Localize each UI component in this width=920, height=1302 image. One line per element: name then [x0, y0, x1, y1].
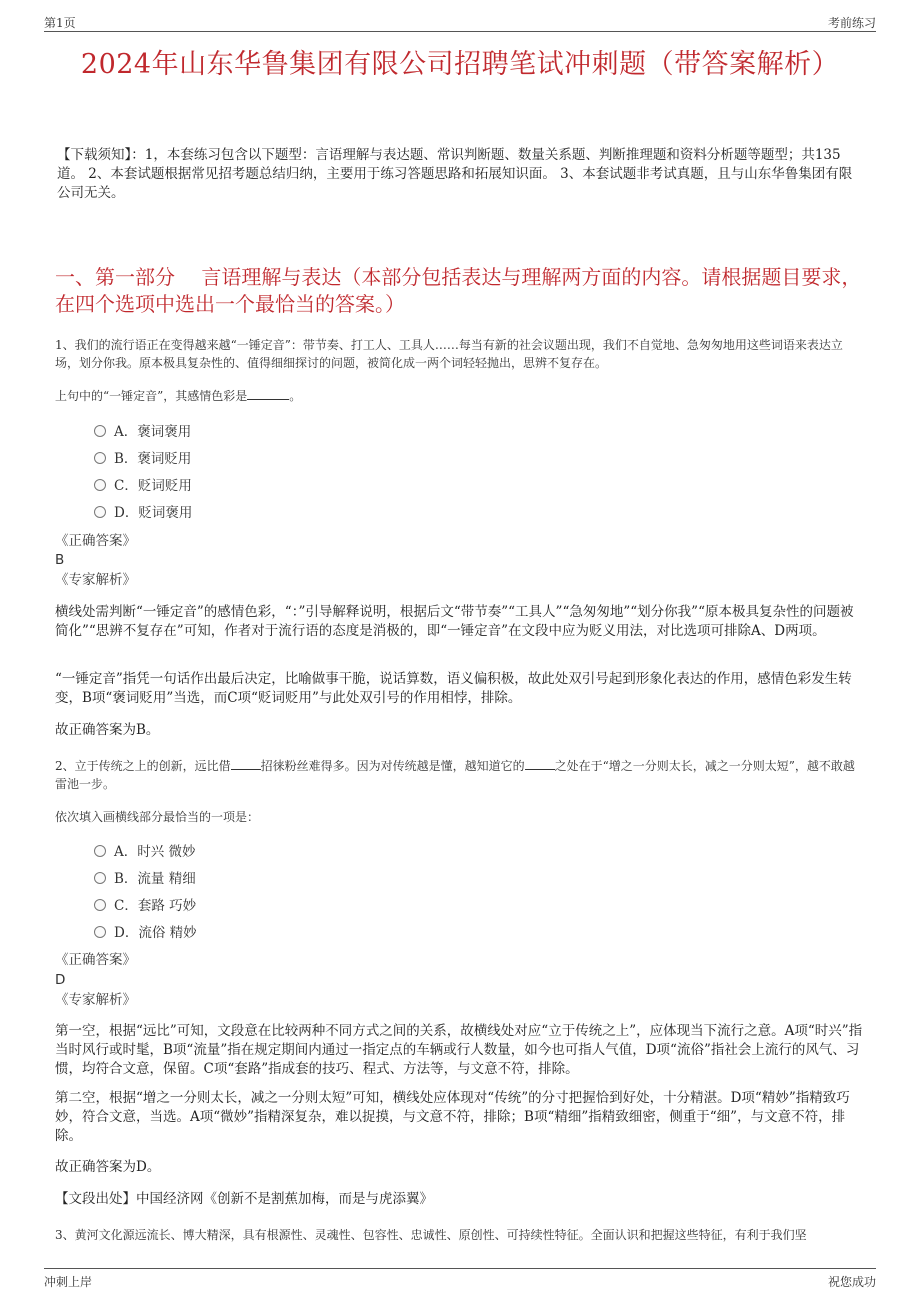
radio-icon[interactable] [94, 506, 106, 518]
option-label: D．流俗 精妙 [114, 925, 197, 941]
document-title: 2024年山东华鲁集团有限公司招聘笔试冲刺题（带答案解析） [80, 49, 840, 80]
download-notice: 【下载须知】：1，本套练习包含以下题型：言语理解与表达题、常识判断题、数量关系题、判断推理题和资料分析题等题型；共135道。 2、本套试题根据常见招考题总结归纳，主要用于练习答题思路和拓展知识面。 3、本套试题非考试真题，且与山东华鲁集团有限公司无关。 [57, 147, 853, 201]
question-2-answer-label: 《正确答案》 [55, 952, 136, 968]
question-2-stem-c: 之处在于“增之一分则太长，减之一分则太短”，越不敢越雷池一步。 [55, 759, 855, 791]
question-2-source: 【文段出处】中国经济网《创新不是割蕉加梅，而是与虎添翼》 [55, 1191, 433, 1207]
page-footer [44, 1268, 876, 1290]
question-2-stem-a: 2、立于传统之上的创新，远比借 [55, 759, 231, 773]
question-2-analysis-1: 第一空，根据“远比”可知，文段意在比较两种不同方式之间的关系，故横线处对应“立于传统之上”，应体现当下流行之意。A项“时兴”指当时风行或时髦，B项“流量”指在规定期间内通过一指定点的车辆或行人数量，如今也可指人气值，D项“流俗”指社会上流行的风气、习惯，均符合文意，保留。C项“套路”指成套的技巧、程式、方法等，与文意不符，排除。 [55, 1023, 863, 1077]
radio-icon[interactable] [94, 425, 106, 437]
question-1-stem: 1、我们的流行语正在变得越来越“一锤定音”：带节奏、打工人、工具人……每当有新的社会议题出现，我们不自觉地、急匆匆地用这些词语来表达立场，划分你我。原本极具复杂性的、值得细细探讨的问题，被简化成一两个词轻轻抛出，思辨不复存在。 [55, 338, 843, 370]
question-1-ask [55, 387, 862, 405]
radio-icon[interactable] [94, 899, 106, 911]
option-label: C．贬词贬用 [114, 478, 192, 494]
radio-icon[interactable] [94, 926, 106, 938]
question-2-option-b[interactable] [94, 870, 196, 888]
question-1-option-c[interactable] [94, 477, 192, 495]
question-1-ask-end: 。 [289, 389, 302, 403]
question-2-answer: D [55, 972, 66, 988]
answer-blank [247, 388, 289, 400]
option-label: D．贬词褒用 [114, 505, 193, 521]
page-number: 第1页 [44, 16, 76, 30]
question-2-stem [55, 757, 862, 793]
header-tag: 考前练习 [827, 16, 876, 30]
footer-right: 祝您成功 [827, 1275, 876, 1289]
answer-blank [525, 758, 555, 770]
question-1-analysis-label: 《专家解析》 [55, 572, 136, 588]
question-1-answer: B [55, 552, 65, 568]
question-1-ask-text: 上句中的“一锤定音”，其感情色彩是 [55, 389, 248, 403]
question-2-option-d[interactable] [94, 924, 197, 942]
option-label: B．褒词贬用 [114, 451, 192, 467]
question-1-analysis-1: 横线处需判断“一锤定音”的感情色彩，“：”引导解释说明，根据后文“带节奏”“工具人”“急匆匆地”“划分你我”“原本极具复杂性的问题被简化”“思辨不复存在”可知，作者对于流行语的态度是消极的，即“一锤定音”在文段中应为贬义用法，对比选项可排除A、D两项。 [55, 604, 854, 639]
option-label: C．套路 巧妙 [114, 898, 197, 914]
question-1-option-d[interactable] [94, 504, 192, 522]
question-2-option-c[interactable] [94, 897, 196, 915]
question-2-analysis-label: 《专家解析》 [55, 992, 136, 1008]
question-1-analysis-2: “一锤定音”指凭一句话作出最后决定，比喻做事干脆，说话算数，语义偏积极，故此处双引号起到形象化表达的作用，感情色彩发生转变，B项“褒词贬用”当选，而C项“贬词贬用”与此处双引号的作用相悖，排除。 [55, 671, 852, 706]
question-2-analysis-2: 第二空，根据“增之一分则太长，减之一分则太短”可知，横线处应体现对“传统”的分寸把握恰到好处，十分精湛。D项“精妙”指精致巧妙，符合文意，当选。A项“微妙”指精深复杂，难以捉摸，与文意不符，排除；B项“精细”指精致细密，侧重于“细”，与文意不符，排除。 [55, 1090, 850, 1144]
option-label: A．时兴 微妙 [114, 844, 196, 860]
question-2-stem-b: 招徕粉丝难得多。因为对传统越是懂，越知道它的 [260, 759, 525, 773]
question-2-analysis-3: 故正确答案为D。 [55, 1159, 161, 1175]
question-1-answer-label: 《正确答案》 [55, 533, 136, 549]
question-2-option-a[interactable] [94, 843, 196, 861]
question-2-ask: 依次填入画横线部分最恰当的一项是： [55, 810, 260, 824]
footer-left: 冲刺上岸 [44, 1275, 93, 1289]
question-3-stem: 3、黄河文化源远流长、博大精深，具有根源性、灵魂性、包容性、忠诚性、原创性、可持续性特征。全面认识和把握这些特征，有利于我们坚 [55, 1228, 807, 1242]
question-1-analysis-3: 故正确答案为B。 [55, 722, 160, 738]
section-title: 一、第一部分 言语理解与表达（本部分包括表达与理解两方面的内容。请根据题目要求，在四个选项中选出一个最恰当的答案。） [55, 265, 862, 316]
option-label: A．褒词褒用 [114, 424, 192, 440]
radio-icon[interactable] [94, 872, 106, 884]
page-header [44, 12, 876, 32]
option-label: B．流量 精细 [114, 871, 196, 887]
answer-blank [231, 758, 261, 770]
radio-icon[interactable] [94, 452, 106, 464]
radio-icon[interactable] [94, 845, 106, 857]
question-1-option-a[interactable] [94, 423, 191, 441]
question-1-option-b[interactable] [94, 450, 191, 468]
radio-icon[interactable] [94, 479, 106, 491]
